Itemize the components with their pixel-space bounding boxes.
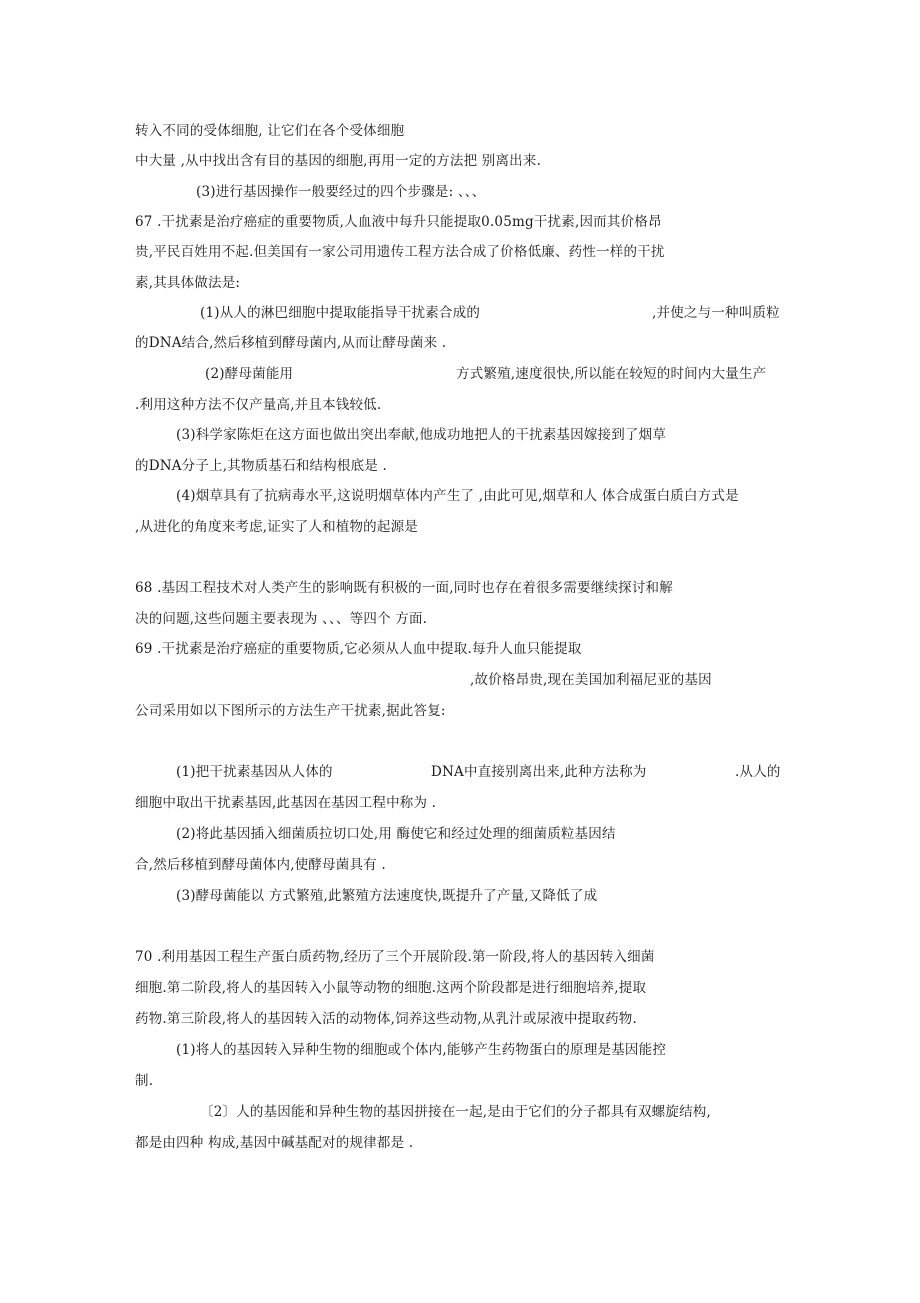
text-line: 制.: [135, 1073, 154, 1089]
text-line: 素,其具体做法是:: [135, 275, 241, 291]
text-line: 〔2〕人的基因能和异种生物的基因拼接在一起,是由于它们的分子都具有双螺旋结构,: [200, 1104, 711, 1120]
text-line: (1)将人的基因转入异种生物的细胞或个体内,能够产生药物蛋白的原理是基因能控: [176, 1042, 667, 1058]
text-line: 细胞中取出干扰素基因,此基因在基因工程中称为 .: [135, 795, 437, 811]
text-line: 药物.第三阶段,将人的基因转入活的动物体,饲养这些动物,从乳汁或尿液中提取药物.: [135, 1011, 637, 1027]
text-line: (1)从人的淋巴细胞中提取能指导干扰素合成的: [200, 305, 481, 321]
text-line: ,从进化的角度来考虑,证实了人和植物的起源是: [135, 519, 418, 535]
text-line: (1)把干扰素基因从人体的: [176, 764, 333, 780]
text-line: ,故价格昂贵,现在美国加利福尼亚的基因: [470, 672, 712, 688]
text-line: DNA中直接别离出来,此种方法称为: [431, 764, 647, 780]
text-line: 都是由四种 构成,基因中碱基配对的规律都是 .: [135, 1135, 414, 1151]
text-line: 中大量 ,从中找出含有目的基因的细胞,再用一定的方法把 别离出来.: [135, 153, 542, 169]
text-line: 合,然后移植到酵母菌体内,使酵母菌具有 .: [135, 857, 386, 873]
text-line: (2)酵母菌能用: [205, 366, 294, 382]
text-line: (4)烟草具有了抗病毒水平,这说明烟草体内产生了 ,由此可见,烟草和人 体合成蛋白质白方式是: [176, 488, 739, 504]
text-line: (3)酵母菌能以 方式繁殖,此繁殖方法速度快,既提升了产量,又降低了成: [176, 888, 598, 904]
text-line: 68 .基因工程技术对人类产生的影响既有积极的一面,同时也存在着很多需要继续探讨和解: [135, 580, 673, 596]
text-line: (3)科学家陈炬在这方面也做出突出奉献,他成功地把人的干扰素基因嫁接到了烟草: [176, 427, 667, 443]
text-line: (2)将此基因插入细菌质拉切口处,用 酶使它和经过处理的细菌质粒基因结: [176, 826, 616, 842]
text-line: 细胞.第二阶段,将人的基因转入小鼠等动物的细胞.这两个阶段都是进行细胞培养,提取: [135, 980, 647, 996]
text-line: 贵,平民百姓用不起.但美国有一家公司用遗传工程方法合成了价格低廉、药性一样的干扰: [135, 244, 665, 260]
text-line: ,并使之与一种叫质粒: [652, 305, 780, 321]
text-line: 转入不同的受体细胞, 让它们在各个受体细胞: [135, 123, 405, 139]
text-line: (3)进行基因操作一般要经过的四个步骤是: 、、、: [196, 184, 486, 200]
text-line: 决的问题,这些问题主要表现为 、、、等四个 方面.: [135, 611, 428, 627]
text-line: 公司采用如以下图所示的方法生产干扰素,据此答复:: [135, 703, 446, 719]
text-line: 67 .干扰素是治疗癌症的重要物质,人血液中每升只能提取0.05mg干扰素,因而其价格昂: [135, 214, 662, 230]
text-line: .利用这种方法不仅产量高,并且本钱较低.: [135, 397, 382, 413]
text-line: .从人的: [735, 764, 781, 780]
text-line: 的DNA结合,然后移植到酵母菌内,从而让酵母菌来 .: [135, 335, 447, 351]
text-line: 69 .干扰素是治疗癌症的重要物质,它必须从人血中提取.每升人血只能提取: [135, 641, 582, 657]
text-line: 方式繁殖,速度很快,所以能在较短的时间内大量生产: [456, 366, 767, 382]
text-line: 的DNA分子上,其物质基石和结构根底是 .: [135, 458, 387, 474]
text-line: 70 .利用基因工程生产蛋白质药物,经历了三个开展阶段.第一阶段,将人的基因转入细菌: [135, 949, 655, 965]
